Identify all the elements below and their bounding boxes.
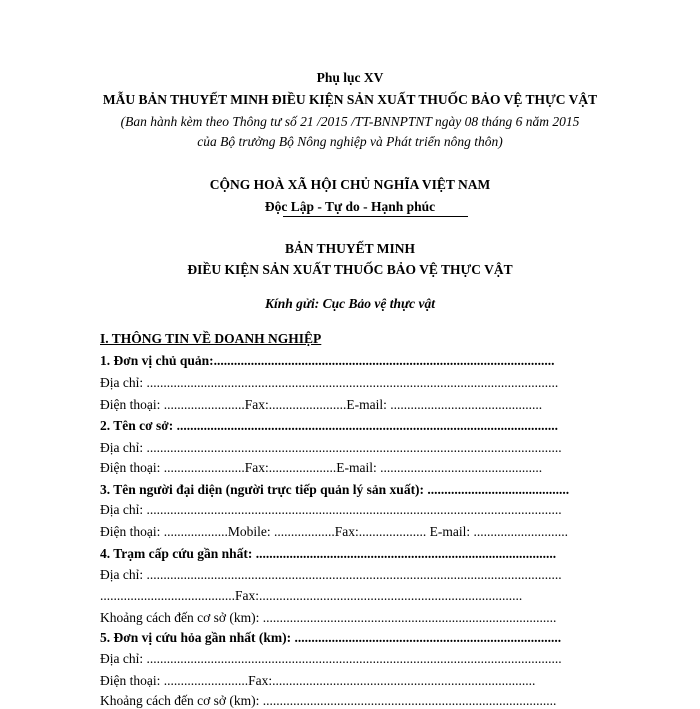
form-title: MẪU BẢN THUYẾT MINH ĐIỀU KIỆN SẢN XUẤT THUỐC BẢO VỆ THỰC VẬT (102, 92, 598, 107)
field-contact: Điện thoại: ........................Fax:....................E-mail: ................................................ (100, 460, 543, 475)
field-contact: Điện thoại: ........................Fax:.......................E-mail: ............................................. (100, 397, 543, 412)
field-managing-unit: 1. Đơn vị chủ quản:..................................................................................................... (100, 353, 555, 368)
field-first-aid-station: 4. Trạm cấp cứu gần nhất: ......................................................................................... (100, 546, 557, 561)
field-address: Địa chỉ: .......................................................................................................................... (100, 375, 559, 390)
field-address: Địa chỉ: ........................................................................................................................... (100, 502, 562, 517)
field-address: Địa chỉ: ........................................................................................................................... (100, 567, 562, 582)
country-name: CỘNG HOÀ XÃ HỘI CHỦ NGHĨA VIỆT NAM (209, 177, 491, 192)
issuance-note-line-2: của Bộ trưởng Bộ Nông nghiệp và Phát triển nông thôn) (197, 134, 503, 149)
field-fire-station: 5. Đơn vị cứu hỏa gần nhất (km): ............................................................................... (100, 630, 562, 645)
issuance-note-line-1: (Ban hành kèm theo Thông tư số 21 /2015 /TT-BNNPTNT ngày 08 tháng 6 năm 2015 (120, 114, 580, 129)
field-phone-fax: Điện thoại: .........................Fax:.............................................................................. (100, 673, 536, 688)
field-representative: 3. Tên người đại diện (người trực tiếp quản lý sản xuất): .......................................... (100, 482, 570, 497)
national-motto: Độc Lập - Tự do - Hạnh phúc (264, 199, 436, 214)
field-address: Địa chỉ: ........................................................................................................................... (100, 651, 562, 666)
motto-underline (283, 216, 468, 217)
document-title: BẢN THUYẾT MINH (284, 241, 416, 256)
field-distance: Khoảng cách đến cơ sở (km): ....................................................................................... (100, 693, 557, 708)
document-subtitle: ĐIỀU KIỆN SẢN XUẤT THUỐC BẢO VỆ THỰC VẬT (187, 262, 513, 277)
field-contact: Điện thoại: ...................Mobile: ..................Fax:.................... E-mail: ............................ (100, 524, 568, 539)
field-facility-name: 2. Tên cơ sở: ................................................................................................................. (100, 418, 558, 433)
appendix-label: Phụ lục XV (316, 70, 384, 85)
field-distance: Khoảng cách đến cơ sở (km): ....................................................................................... (100, 610, 557, 625)
section-heading: I. THÔNG TIN VỀ DOANH NGHIỆP (100, 331, 322, 346)
field-phone-fax: ........................................Fax:.............................................................................. (100, 588, 523, 603)
field-address: Địa chỉ: ........................................................................................................................... (100, 440, 562, 455)
recipient-line: Kính gửi: Cục Bảo vệ thực vật (265, 296, 435, 311)
